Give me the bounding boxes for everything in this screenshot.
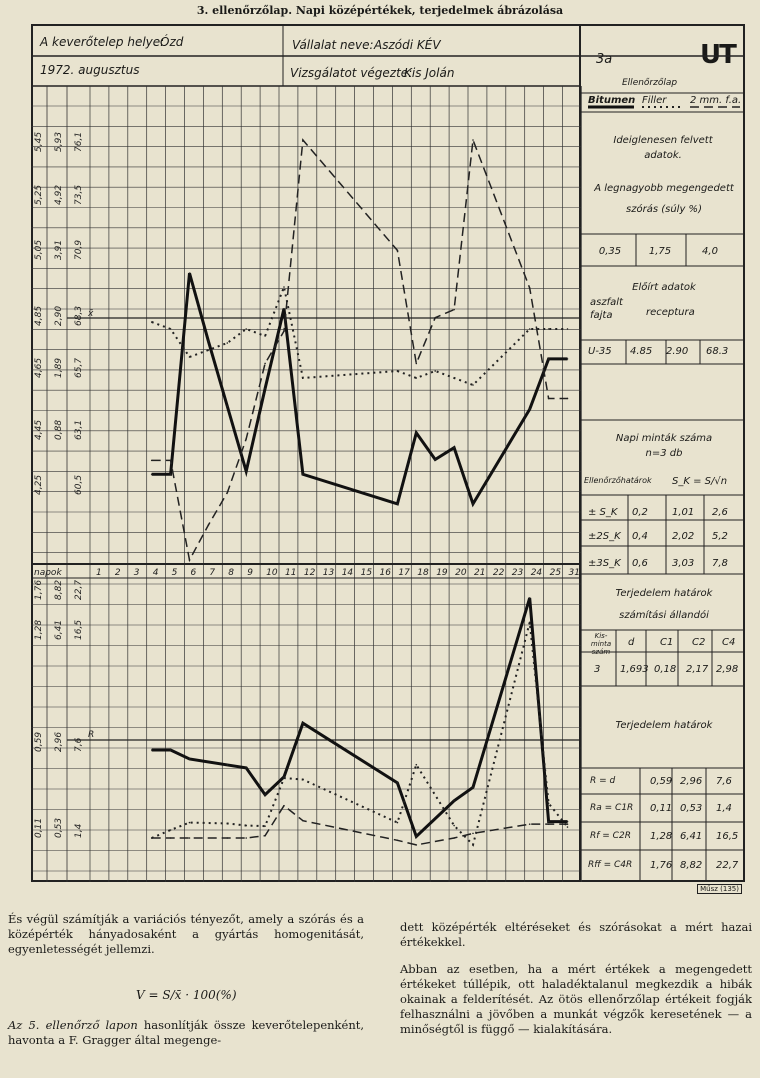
const-h-c2: C2 — [692, 637, 706, 648]
bottom-point-bitumen — [567, 821, 569, 823]
limit-row-3-f: 3,03 — [672, 558, 695, 569]
left-paragraph-2 — [8, 1018, 364, 1048]
x-tick: 31 — [568, 568, 580, 578]
limit-row-3-b: 0,6 — [632, 558, 648, 569]
x-tick: 6 — [190, 568, 197, 578]
bottom-series-filler — [152, 622, 568, 845]
bottom-point-bitumen — [245, 767, 247, 769]
daily-samples-2: n=3 db — [645, 448, 683, 459]
top-series-filler — [152, 287, 568, 385]
limit-row-1-f: 1,01 — [672, 507, 695, 518]
bottom-point-fine — [170, 837, 172, 839]
top-point-filler — [453, 377, 455, 379]
top-point-bitumen — [227, 405, 229, 407]
bottom-point-filler — [529, 621, 531, 623]
max-dev-bitumen: 0,35 — [598, 246, 622, 257]
bottom-point-filler — [453, 825, 455, 827]
r-label: R — [88, 730, 95, 740]
x-tick: 2 — [114, 568, 121, 578]
site-value: Ózd — [160, 35, 184, 49]
range-row-4-f: 8,82 — [680, 860, 703, 871]
top-point-bitumen — [245, 471, 247, 473]
daily-samples-1: Napi minták száma — [615, 433, 713, 444]
x-tick: 11 — [285, 568, 297, 578]
bottom-point-filler — [397, 822, 399, 824]
recipe-label: receptura — [646, 307, 695, 318]
recipe-filler: 2.90 — [666, 346, 689, 357]
y-tick-top: 2,90 — [54, 305, 64, 326]
bottom-point-fine — [416, 844, 418, 846]
limit-row-1-b: 0,2 — [632, 507, 648, 518]
bottom-point-bitumen — [472, 787, 474, 789]
bottom-point-filler — [416, 764, 418, 766]
bottom-point-filler — [472, 844, 474, 846]
top-point-fine — [283, 330, 285, 332]
top-point-filler — [151, 321, 153, 323]
x-tick: 10 — [266, 568, 278, 578]
range-row-1-label: R = d — [590, 776, 616, 786]
x-tick: 17 — [398, 568, 410, 578]
top-point-filler — [189, 356, 191, 358]
bottom-point-filler — [245, 825, 247, 827]
temp-data-line1: Ideiglenesen felvett — [613, 135, 713, 146]
bottom-point-bitumen — [453, 800, 455, 802]
top-point-fine — [208, 524, 210, 526]
bottom-point-bitumen — [397, 782, 399, 784]
limit-row-3-label: ±3S_K — [588, 558, 621, 569]
top-point-filler — [567, 328, 569, 330]
y-tick-top: 4,85 — [34, 305, 44, 326]
bottom-point-fine — [264, 835, 266, 837]
bottom-point-filler — [189, 822, 191, 824]
x-tick: 23 — [511, 568, 524, 578]
range-row-3-g: 16,5 — [716, 831, 739, 842]
top-point-filler — [434, 370, 436, 372]
top-point-fine — [434, 317, 436, 319]
x-tick: 5 — [171, 568, 178, 578]
top-point-filler — [208, 349, 210, 351]
x-tick: 25 — [549, 568, 562, 578]
bottom-point-bitumen — [227, 764, 229, 766]
range-row-3-b: 1,28 — [650, 831, 673, 842]
x-tick: 13 — [322, 568, 335, 578]
max-dev-line1: A legnagyobb megengedett — [594, 183, 734, 194]
bottom-point-bitumen — [529, 597, 531, 599]
top-point-filler — [397, 370, 399, 372]
y-tick-top: 4,65 — [34, 357, 44, 378]
limit-row-1-g: 2,6 — [712, 507, 728, 518]
recipe-type: U-35 — [588, 346, 612, 357]
company-label: Vállalat neve: — [292, 38, 374, 52]
y-tick-top: 65,7 — [74, 357, 84, 378]
tester-label: Vizsgálatot végezte: — [290, 66, 413, 80]
top-point-filler — [245, 328, 247, 330]
bottom-point-fine — [189, 837, 191, 839]
range-row-3-f: 6,41 — [680, 831, 703, 842]
y-tick-top: 60,5 — [74, 474, 84, 495]
max-dev-line2: szórás (súly %) — [626, 204, 702, 215]
bottom-point-fine — [529, 823, 531, 825]
y-tick-top: 4,92 — [54, 184, 64, 205]
top-point-bitumen — [529, 408, 531, 410]
bottom-point-bitumen — [264, 794, 266, 796]
top-point-filler — [264, 335, 266, 337]
site-label: A keverőtelep helye: — [40, 35, 165, 49]
y-tick-bottom: 0,53 — [54, 817, 64, 838]
const-v-c1: 0,18 — [654, 664, 677, 675]
y-tick-top: 73,5 — [74, 184, 84, 205]
range-row-4-g: 22,7 — [716, 860, 739, 871]
print-code: Műsz (135) — [697, 884, 742, 894]
legend-fine: 2 mm. f.a. — [690, 95, 742, 106]
bottom-point-filler — [227, 823, 229, 825]
y-tick-bottom: 6,41 — [54, 619, 64, 640]
max-dev-filler: 1,75 — [648, 246, 672, 257]
bottom-point-filler — [302, 779, 304, 781]
const-h-c1: C1 — [660, 637, 674, 648]
y-tick-top: 5,45 — [34, 131, 44, 152]
bottom-point-fine — [567, 823, 569, 825]
top-point-fine — [416, 363, 418, 365]
top-point-bitumen — [434, 459, 436, 461]
sk-formula: S_K = S/√n — [672, 476, 728, 487]
limit-row-1-label: ± S_K — [588, 507, 618, 518]
const-h-sample: Kis-minta szám — [590, 632, 612, 656]
top-point-fine — [567, 398, 569, 400]
const-h-d: d — [628, 637, 635, 648]
prescribed-title: Előírt adatok — [632, 282, 696, 293]
y-tick-bottom: 1,76 — [34, 579, 44, 600]
bottom-point-fine — [548, 823, 550, 825]
x-axis-title: napok — [34, 568, 62, 578]
y-tick-bottom: 8,82 — [54, 579, 64, 600]
top-point-fine — [302, 139, 304, 141]
top-point-bitumen — [472, 503, 474, 505]
x-tick: 15 — [360, 568, 373, 578]
bottom-series-fine — [152, 806, 568, 845]
bottom-point-filler — [567, 826, 569, 828]
x-tick: 16 — [379, 568, 391, 578]
bottom-point-bitumen — [416, 836, 418, 838]
y-tick-top: 70,9 — [74, 239, 84, 260]
range-limits-title: Terjedelem határok — [615, 720, 713, 731]
left-p2-rest: hasonlítják össze keverőtelepenként, havonta a F. Gragger által megenge- — [8, 1018, 365, 1047]
company-value: Aszódi KÉV — [374, 38, 441, 52]
bottom-point-fine — [245, 837, 247, 839]
top-point-filler — [416, 377, 418, 379]
bottom-point-bitumen — [189, 758, 191, 760]
top-point-fine — [227, 492, 229, 494]
top-series-fine — [152, 140, 568, 560]
bottom-point-filler — [283, 777, 285, 779]
y-tick-top: 1,89 — [54, 357, 64, 378]
y-tick-top: 76,1 — [74, 131, 84, 152]
y-tick-top: 5,93 — [54, 131, 64, 152]
x-tick: 22 — [492, 568, 505, 578]
x-tick: 9 — [247, 568, 253, 578]
bottom-point-bitumen — [548, 821, 550, 823]
recipe-bitumen: 4.85 — [630, 346, 653, 357]
max-dev-fine: 4,0 — [702, 246, 718, 257]
limit-row-2-b: 0,4 — [632, 531, 648, 542]
y-tick-top: 63,1 — [74, 419, 84, 440]
top-point-bitumen — [264, 388, 266, 390]
y-tick-top: 5,05 — [34, 239, 44, 260]
top-point-fine — [245, 438, 247, 440]
const-v-c4: 2,98 — [716, 664, 739, 675]
top-point-bitumen — [548, 358, 550, 360]
top-point-bitumen — [208, 340, 210, 342]
top-point-filler — [302, 377, 304, 379]
legend-filler: Filler — [642, 95, 667, 106]
y-tick-bottom: 7,6 — [74, 737, 84, 752]
range-row-1-f: 2,96 — [680, 776, 703, 787]
x-tick: 3 — [133, 568, 140, 578]
x-tick: 7 — [209, 568, 216, 578]
top-point-bitumen — [151, 473, 153, 475]
top-point-fine — [548, 398, 550, 400]
top-point-fine — [453, 309, 455, 311]
x-tick: 8 — [228, 568, 235, 578]
x-tick: 24 — [530, 568, 543, 578]
range-row-1-g: 7,6 — [716, 776, 732, 787]
top-point-fine — [472, 139, 474, 141]
recipe-fine: 68.3 — [706, 346, 729, 357]
bottom-point-bitumen — [302, 722, 304, 724]
bottom-point-fine — [227, 837, 229, 839]
range-row-4-label: Rff = C4R — [588, 860, 633, 870]
bottom-point-fine — [151, 837, 153, 839]
control-limits-label: Ellenőrzőhatárok — [584, 476, 652, 485]
right-paragraph-1: dett középérték eltéréseket és szórásokat a mért hazai értékekkel. — [400, 920, 752, 949]
top-point-filler — [548, 328, 550, 330]
top-point-bitumen — [453, 447, 455, 449]
top-point-fine — [397, 250, 399, 252]
bottom-point-filler — [170, 829, 172, 831]
asphalt-type-2: fajta — [590, 310, 613, 321]
y-tick-top: 4,45 — [34, 419, 44, 440]
const-v-d: 1,693 — [620, 664, 649, 675]
range-row-3-label: Rf = C2R — [590, 831, 631, 841]
tester-value: Kis Jolán — [404, 66, 455, 80]
x-tick: 1 — [96, 568, 102, 578]
const-h-c4: C4 — [722, 637, 736, 648]
bottom-point-fine — [397, 840, 399, 842]
x-tick: 14 — [341, 568, 354, 578]
range-row-1-b: 0,59 — [650, 776, 673, 787]
range-row-2-g: 1,4 — [716, 803, 732, 814]
range-row-2-label: Ra = C1R — [590, 803, 634, 813]
y-tick-bottom: 22,7 — [74, 579, 84, 600]
top-point-bitumen — [416, 432, 418, 434]
x-tick: 18 — [417, 568, 429, 578]
y-tick-top: 68,3 — [74, 305, 84, 326]
asphalt-type-1: aszfalt — [590, 297, 623, 308]
top-point-fine — [529, 287, 531, 289]
const-v-c2: 2,17 — [686, 664, 709, 675]
bottom-point-fine — [283, 805, 285, 807]
y-tick-bottom: 0,11 — [34, 817, 44, 838]
x-tick: 4 — [152, 568, 159, 578]
left-p2-italic: Az 5. ellenőrző lapon — [8, 1018, 138, 1032]
sheet-name: Ellenőrzőlap — [622, 78, 678, 88]
temp-data-line2: adatok. — [644, 150, 682, 161]
logo-icon: UT — [700, 40, 735, 70]
top-point-filler — [227, 342, 229, 344]
range-row-2-f: 0,53 — [680, 803, 703, 814]
variation-formula: V = S/x̄ · 100(%) — [136, 988, 237, 1002]
x-tick: 20 — [455, 568, 467, 578]
top-point-filler — [170, 328, 172, 330]
top-point-bitumen — [567, 358, 569, 360]
limit-row-2-g: 5,2 — [712, 531, 728, 542]
y-tick-top: 3,91 — [54, 239, 64, 260]
y-tick-bottom: 1,28 — [34, 619, 44, 640]
top-point-bitumen — [189, 272, 191, 274]
right-paragraph-2: Abban az esetben, ha a mért értékek a megengedett értékeket túllépik, ott haladéktalanul megkezdik a hibák okainak a felderítését. Az ötös ellenőrzőlap értékeit fogják felhasználni a jövőben a munkát végzők keresetének — a minőségtől is függő — kialakítására. — [400, 962, 752, 1036]
range-limits-2: számítási állandói — [619, 610, 709, 621]
bottom-point-filler — [548, 802, 550, 804]
top-point-fine — [170, 460, 172, 462]
top-point-bitumen — [397, 503, 399, 505]
sheet-number: 3a — [596, 52, 613, 67]
bottom-point-fine — [472, 833, 474, 835]
range-limits-1: Terjedelem határok — [615, 588, 713, 599]
left-paragraph-1: És végül számítják a variációs tényezőt, amely a szórás és a középérték hányadosaként a gyártás homogenitását, egyenletességét jellemzi. — [8, 912, 364, 956]
bottom-point-filler — [264, 825, 266, 827]
top-point-filler — [283, 286, 285, 288]
bottom-point-bitumen — [151, 749, 153, 751]
top-point-filler — [529, 328, 531, 330]
top-point-fine — [189, 559, 191, 561]
y-tick-top: 4,25 — [34, 474, 44, 495]
x-tick: 19 — [436, 568, 448, 578]
date-label: 1972. augusztus — [40, 63, 140, 77]
const-v-sample: 3 — [594, 664, 601, 675]
limit-row-3-g: 7,8 — [712, 558, 728, 569]
x-tick: 12 — [303, 568, 316, 578]
top-point-bitumen — [283, 308, 285, 310]
limit-row-2-f: 2,02 — [672, 531, 695, 542]
top-point-bitumen — [170, 473, 172, 475]
x-tick: 21 — [474, 568, 486, 578]
y-tick-top: 0,88 — [54, 419, 64, 440]
top-series-bitumen — [152, 273, 568, 504]
top-point-bitumen — [302, 473, 304, 475]
page-caption: 3. ellenőrzőlap. Napi középértékek, terjedelmek ábrázolása — [196, 4, 564, 17]
y-tick-bottom: 2,96 — [54, 731, 64, 752]
mean-label: x̄ — [88, 309, 94, 319]
top-point-filler — [472, 384, 474, 386]
range-row-4-b: 1,76 — [650, 860, 673, 871]
y-tick-bottom: 16,5 — [74, 619, 84, 640]
y-tick-top: 5,25 — [34, 184, 44, 205]
bottom-point-fine — [302, 820, 304, 822]
limit-row-2-label: ±2S_K — [588, 531, 621, 542]
y-tick-bottom: 1,4 — [74, 823, 84, 838]
bottom-point-fine — [453, 837, 455, 839]
legend-bitumen: Bitumen — [588, 95, 636, 106]
range-row-2-b: 0,11 — [650, 803, 673, 814]
y-tick-bottom: 0,59 — [34, 731, 44, 752]
top-point-fine — [264, 363, 266, 365]
bottom-point-bitumen — [170, 749, 172, 751]
top-point-fine — [151, 460, 153, 462]
